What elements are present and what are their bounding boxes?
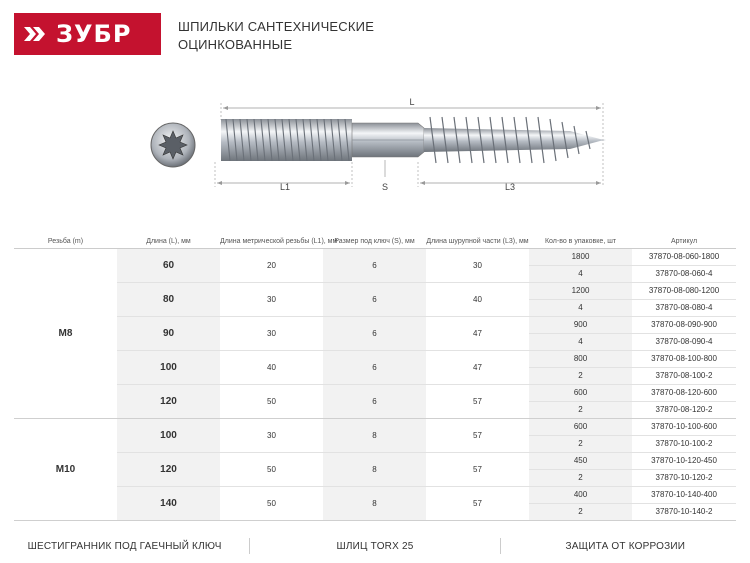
cell-key-size: 8 (323, 452, 426, 486)
cell-metric-length: 30 (220, 418, 323, 452)
cell-metric-length: 20 (220, 248, 323, 282)
cell-key-size: 6 (323, 350, 426, 384)
cell-wood-length: 47 (426, 350, 529, 384)
cell-key-size: 6 (323, 316, 426, 350)
cell-pack-qty: 600 (529, 418, 632, 435)
cell-length: 90 (117, 316, 220, 350)
cell-pack-qty: 2 (529, 367, 632, 384)
cell-pack-qty: 800 (529, 350, 632, 367)
cell-pack-qty: 4 (529, 265, 632, 282)
features-footer (0, 535, 750, 557)
header-thread: Резьба (m) (14, 236, 117, 248)
cell-pack-qty: 900 (529, 316, 632, 333)
title-line-2: ОЦИНКОВАННЫЕ (178, 37, 293, 52)
cell-article: 37870-08-090-4 (632, 333, 736, 350)
table-row (14, 282, 736, 299)
cell-article: 37870-08-080-4 (632, 299, 736, 316)
cell-pack-qty: 2 (529, 435, 632, 452)
feature-hex: ШЕСТИГРАННИК ПОД ГАЕЧНЫЙ КЛЮЧ (27, 540, 222, 552)
table-row (14, 248, 736, 265)
cell-length: 140 (117, 486, 220, 520)
cell-pack-qty: 1800 (529, 248, 632, 265)
cell-article: 37870-08-090-900 (632, 316, 736, 333)
cell-article: 37870-10-140-400 (632, 486, 736, 503)
cell-wood-length: 57 (426, 384, 529, 418)
cell-article: 37870-10-140-2 (632, 503, 736, 520)
header-length: Длина (L), мм (117, 236, 220, 248)
cell-length: 120 (117, 384, 220, 418)
cell-wood-length: 30 (426, 248, 529, 282)
table-row (14, 486, 736, 503)
table-row (14, 418, 736, 435)
page-title (178, 18, 374, 54)
cell-key-size: 8 (323, 486, 426, 520)
cell-pack-qty: 4 (529, 299, 632, 316)
threaded-stud (221, 117, 606, 163)
cell-length: 60 (117, 248, 220, 282)
cell-thread: M8 (14, 248, 117, 418)
title-line-1: ШПИЛЬКИ САНТЕХНИЧЕСКИЕ (178, 19, 375, 34)
brand-arrow-icon (24, 24, 50, 44)
header-metric-length: Длина метрической резьбы (L1), мм (220, 236, 323, 248)
cell-pack-qty: 2 (529, 503, 632, 520)
header-key-size: Размер под ключ (S), мм (323, 236, 426, 248)
table-row (14, 384, 736, 401)
cell-metric-length: 30 (220, 316, 323, 350)
cell-pack-qty: 400 (529, 486, 632, 503)
cell-article: 37870-08-120-2 (632, 401, 736, 418)
cell-thread: M10 (14, 418, 117, 520)
cell-article: 37870-08-060-1800 (632, 248, 736, 265)
dim-label-L: L (409, 97, 415, 107)
header-article: Артикул (632, 236, 736, 248)
cell-article: 37870-10-100-2 (632, 435, 736, 452)
cell-key-size: 6 (323, 384, 426, 418)
cell-wood-length: 57 (426, 486, 529, 520)
table-row (14, 316, 736, 333)
table-row (14, 452, 736, 469)
cell-length: 120 (117, 452, 220, 486)
cell-pack-qty: 1200 (529, 282, 632, 299)
product-drawing (140, 95, 620, 200)
cell-metric-length: 40 (220, 350, 323, 384)
dim-label-S: S (381, 182, 389, 192)
specifications-table (14, 236, 736, 521)
cell-length: 80 (117, 282, 220, 316)
cell-wood-length: 47 (426, 316, 529, 350)
torx-head-icon (151, 123, 195, 167)
brand-name: ЗУБР (56, 20, 132, 48)
dim-label-L3: L3 (504, 182, 516, 192)
cell-key-size: 6 (323, 282, 426, 316)
feature-corrosion: ЗАЩИТА ОТ КОРРОЗИИ (565, 540, 686, 552)
cell-length: 100 (117, 350, 220, 384)
cell-length: 100 (117, 418, 220, 452)
cell-article: 37870-08-100-800 (632, 350, 736, 367)
cell-article: 37870-08-060-4 (632, 265, 736, 282)
cell-article: 37870-10-120-2 (632, 469, 736, 486)
cell-metric-length: 30 (220, 282, 323, 316)
cell-article: 37870-08-100-2 (632, 367, 736, 384)
cell-metric-length: 50 (220, 486, 323, 520)
cell-key-size: 8 (323, 418, 426, 452)
cell-article: 37870-10-100-600 (632, 418, 736, 435)
cell-wood-length: 40 (426, 282, 529, 316)
cell-metric-length: 50 (220, 384, 323, 418)
cell-pack-qty: 450 (529, 452, 632, 469)
cell-pack-qty: 2 (529, 469, 632, 486)
cell-article: 37870-10-120-450 (632, 452, 736, 469)
cell-key-size: 6 (323, 248, 426, 282)
cell-pack-qty: 4 (529, 333, 632, 350)
cell-article: 37870-08-080-1200 (632, 282, 736, 299)
header-pack-qty: Кол-во в упаковке, шт (529, 236, 632, 248)
cell-pack-qty: 600 (529, 384, 632, 401)
table-header-row (14, 236, 736, 248)
feature-torx: ШЛИЦ TORX 25 (336, 540, 414, 552)
brand-logo (14, 13, 161, 55)
cell-pack-qty: 2 (529, 401, 632, 418)
dim-label-L1: L1 (279, 182, 291, 192)
cell-article: 37870-08-120-600 (632, 384, 736, 401)
cell-wood-length: 57 (426, 452, 529, 486)
cell-wood-length: 57 (426, 418, 529, 452)
cell-metric-length: 50 (220, 452, 323, 486)
header-wood-length: Длина шурупной части (L3), мм (426, 236, 529, 248)
table-row (14, 350, 736, 367)
